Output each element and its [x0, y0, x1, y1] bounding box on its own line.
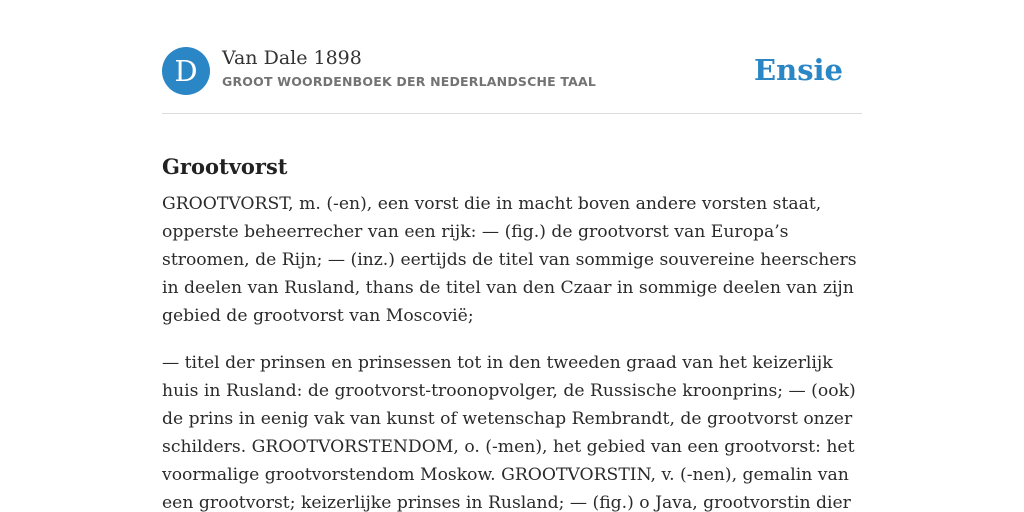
header-divider — [162, 113, 862, 114]
dictionary-header — [162, 46, 862, 96]
ensie-brand-link[interactable]: Ensie — [754, 53, 843, 87]
dictionary-title[interactable]: Van Dale 1898 — [222, 47, 362, 69]
entry-paragraph-2: — titel der prinsen en prinsessen tot in den tweeden graad van het keizerlijk huis in Rusland: de grootvorst-troonopvolger, de Russische kroonprins; — (ook) de prins in eenig vak van kunst of wetenschap Rembrandt, de grootvorst onzer schilders. GROOTVORSTENDOM, o. (-men), het gebied van een grootvorst: het voormalige grootvorstendom Moskow. GROOTVORSTIN, v. (-nen), gemalin van een grootvorst; keizerlijke prinses in Rusland; — (fig.) o Java, grootvorstin dier — [162, 353, 856, 512]
entry-body — [162, 190, 862, 512]
entry-headword: Grootvorst — [162, 154, 288, 180]
entry-paragraph-1: GROOTVORST, m. (-en), een vorst die in macht boven andere vorsten staat, opperste beheerrecher van een rijk: — (fig.) de grootvorst van Europa’s stroomen, de Rijn; — (inz.) eertijds de titel van sommige souvereine heerschers in deelen van Rusland, thans de titel van den Czaar in sommige deelen van zijn gebied de grootvorst van Moscovië; — [162, 194, 857, 326]
dictionary-subtitle: GROOT WOORDENBOEK DER NEDERLANDSCHE TAAL — [222, 74, 597, 89]
dictionary-logo[interactable]: D — [162, 47, 210, 95]
